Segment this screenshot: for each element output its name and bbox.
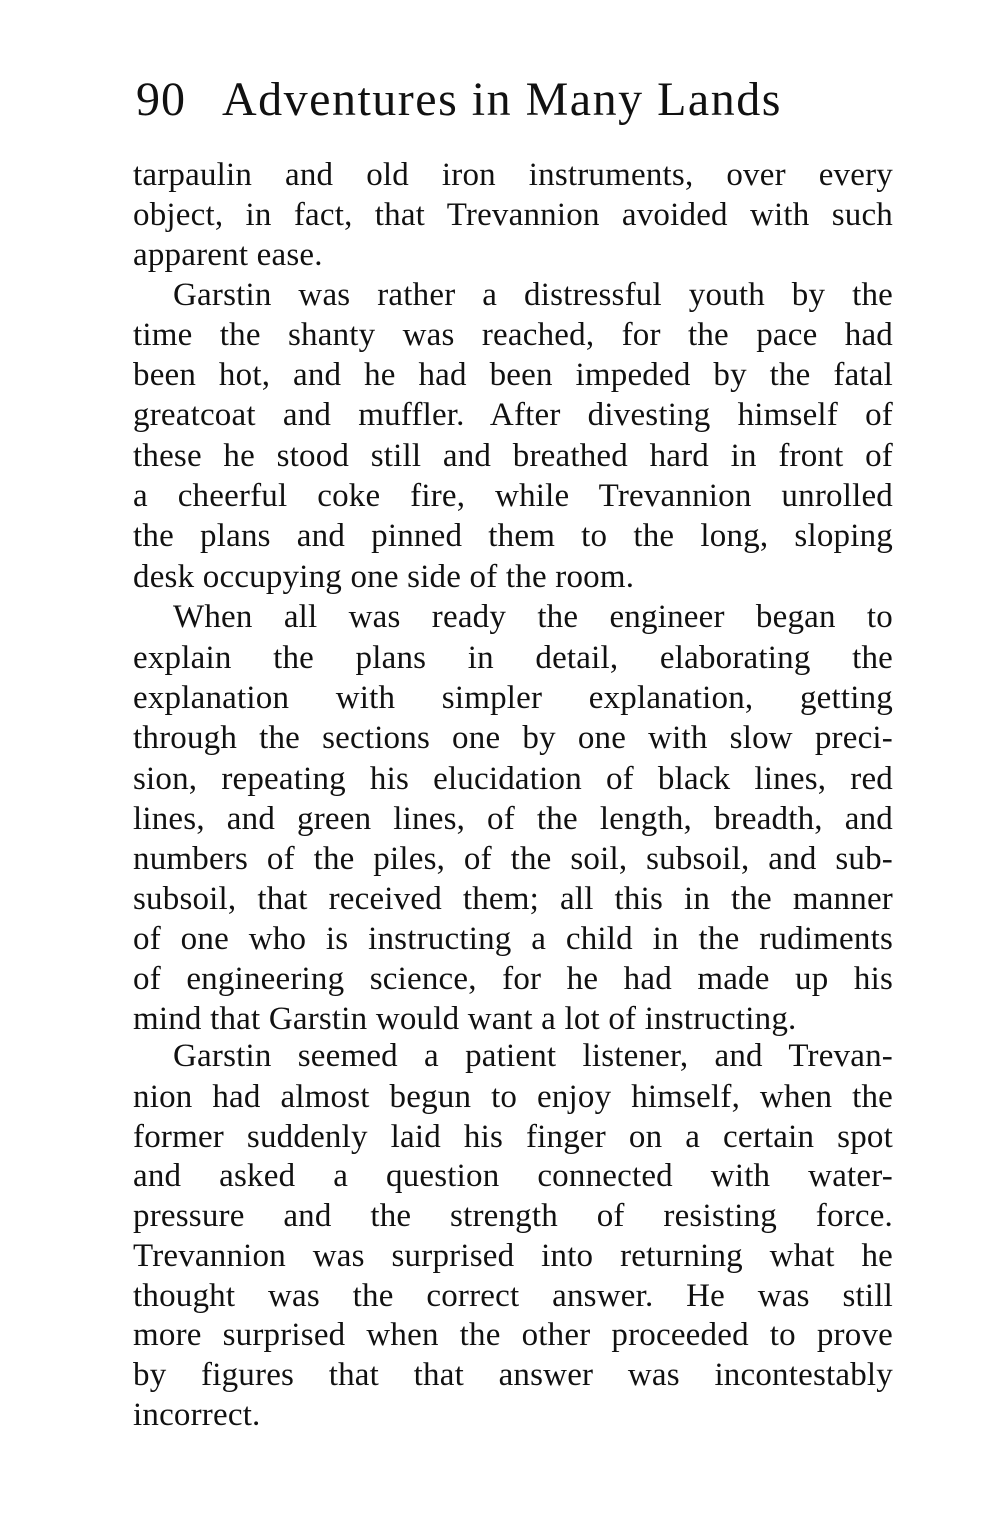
text-line: apparent ease. [133,237,323,273]
text-line: by figures that that answer was incontestably [133,1357,893,1393]
text-line: a cheerful coke fire, while Trevannion unrolled [133,478,893,514]
page-number: 90 [136,73,186,126]
text-line: sion, repeating his elucidation of black lines, red [133,761,893,797]
text-line: through the sections one by one with slow preci- [133,720,893,756]
text-line: mind that Garstin would want a lot of instructing. [133,1001,797,1037]
text-line: explanation with simpler explanation, getting [133,680,893,716]
text-line: been hot, and he had been impeded by the fatal [133,357,893,393]
text-line: explain the plans in detail, elaborating the [133,640,893,676]
text-line: of one who is instructing a child in the rudiments [133,921,893,957]
text-line: and asked a question connected with water- [133,1158,893,1194]
running-title: Adventures in Many Lands [222,73,782,126]
paragraph-first-line: When all was ready the engineer began to [173,599,893,635]
text-line: tarpaulin and old iron instruments, over every [133,157,893,193]
text-line: time the shanty was reached, for the pace had [133,317,893,353]
paragraph-first-line: Garstin seemed a patient listener, and Trevan- [173,1038,893,1074]
text-line: numbers of the piles, of the soil, subsoil, and sub- [133,841,893,877]
text-line: these he stood still and breathed hard in front of [133,438,893,474]
text-line: of engineering science, for he had made up his [133,961,893,997]
text-line: incorrect. [133,1397,261,1433]
text-line: the plans and pinned them to the long, sloping [133,518,893,554]
text-line: desk occupying one side of the room. [133,559,635,595]
text-line: nion had almost begun to enjoy himself, when the [133,1079,893,1115]
text-line: more surprised when the other proceeded to prove [133,1317,893,1353]
text-line: Trevannion was surprised into returning what he [133,1238,893,1274]
running-head [136,72,896,142]
text-line: former suddenly laid his finger on a certain spot [133,1119,893,1155]
paragraph-first-line: Garstin was rather a distressful youth by the [173,277,893,313]
text-line: pressure and the strength of resisting force. [133,1198,893,1234]
text-line: greatcoat and muffler. After divesting himself of [133,397,893,433]
text-line: thought was the correct answer. He was still [133,1278,893,1314]
text-line: lines, and green lines, of the length, breadth, and [133,801,893,837]
text-line: subsoil, that received them; all this in the manner [133,881,893,917]
text-line: object, in fact, that Trevannion avoided with such [133,197,893,233]
